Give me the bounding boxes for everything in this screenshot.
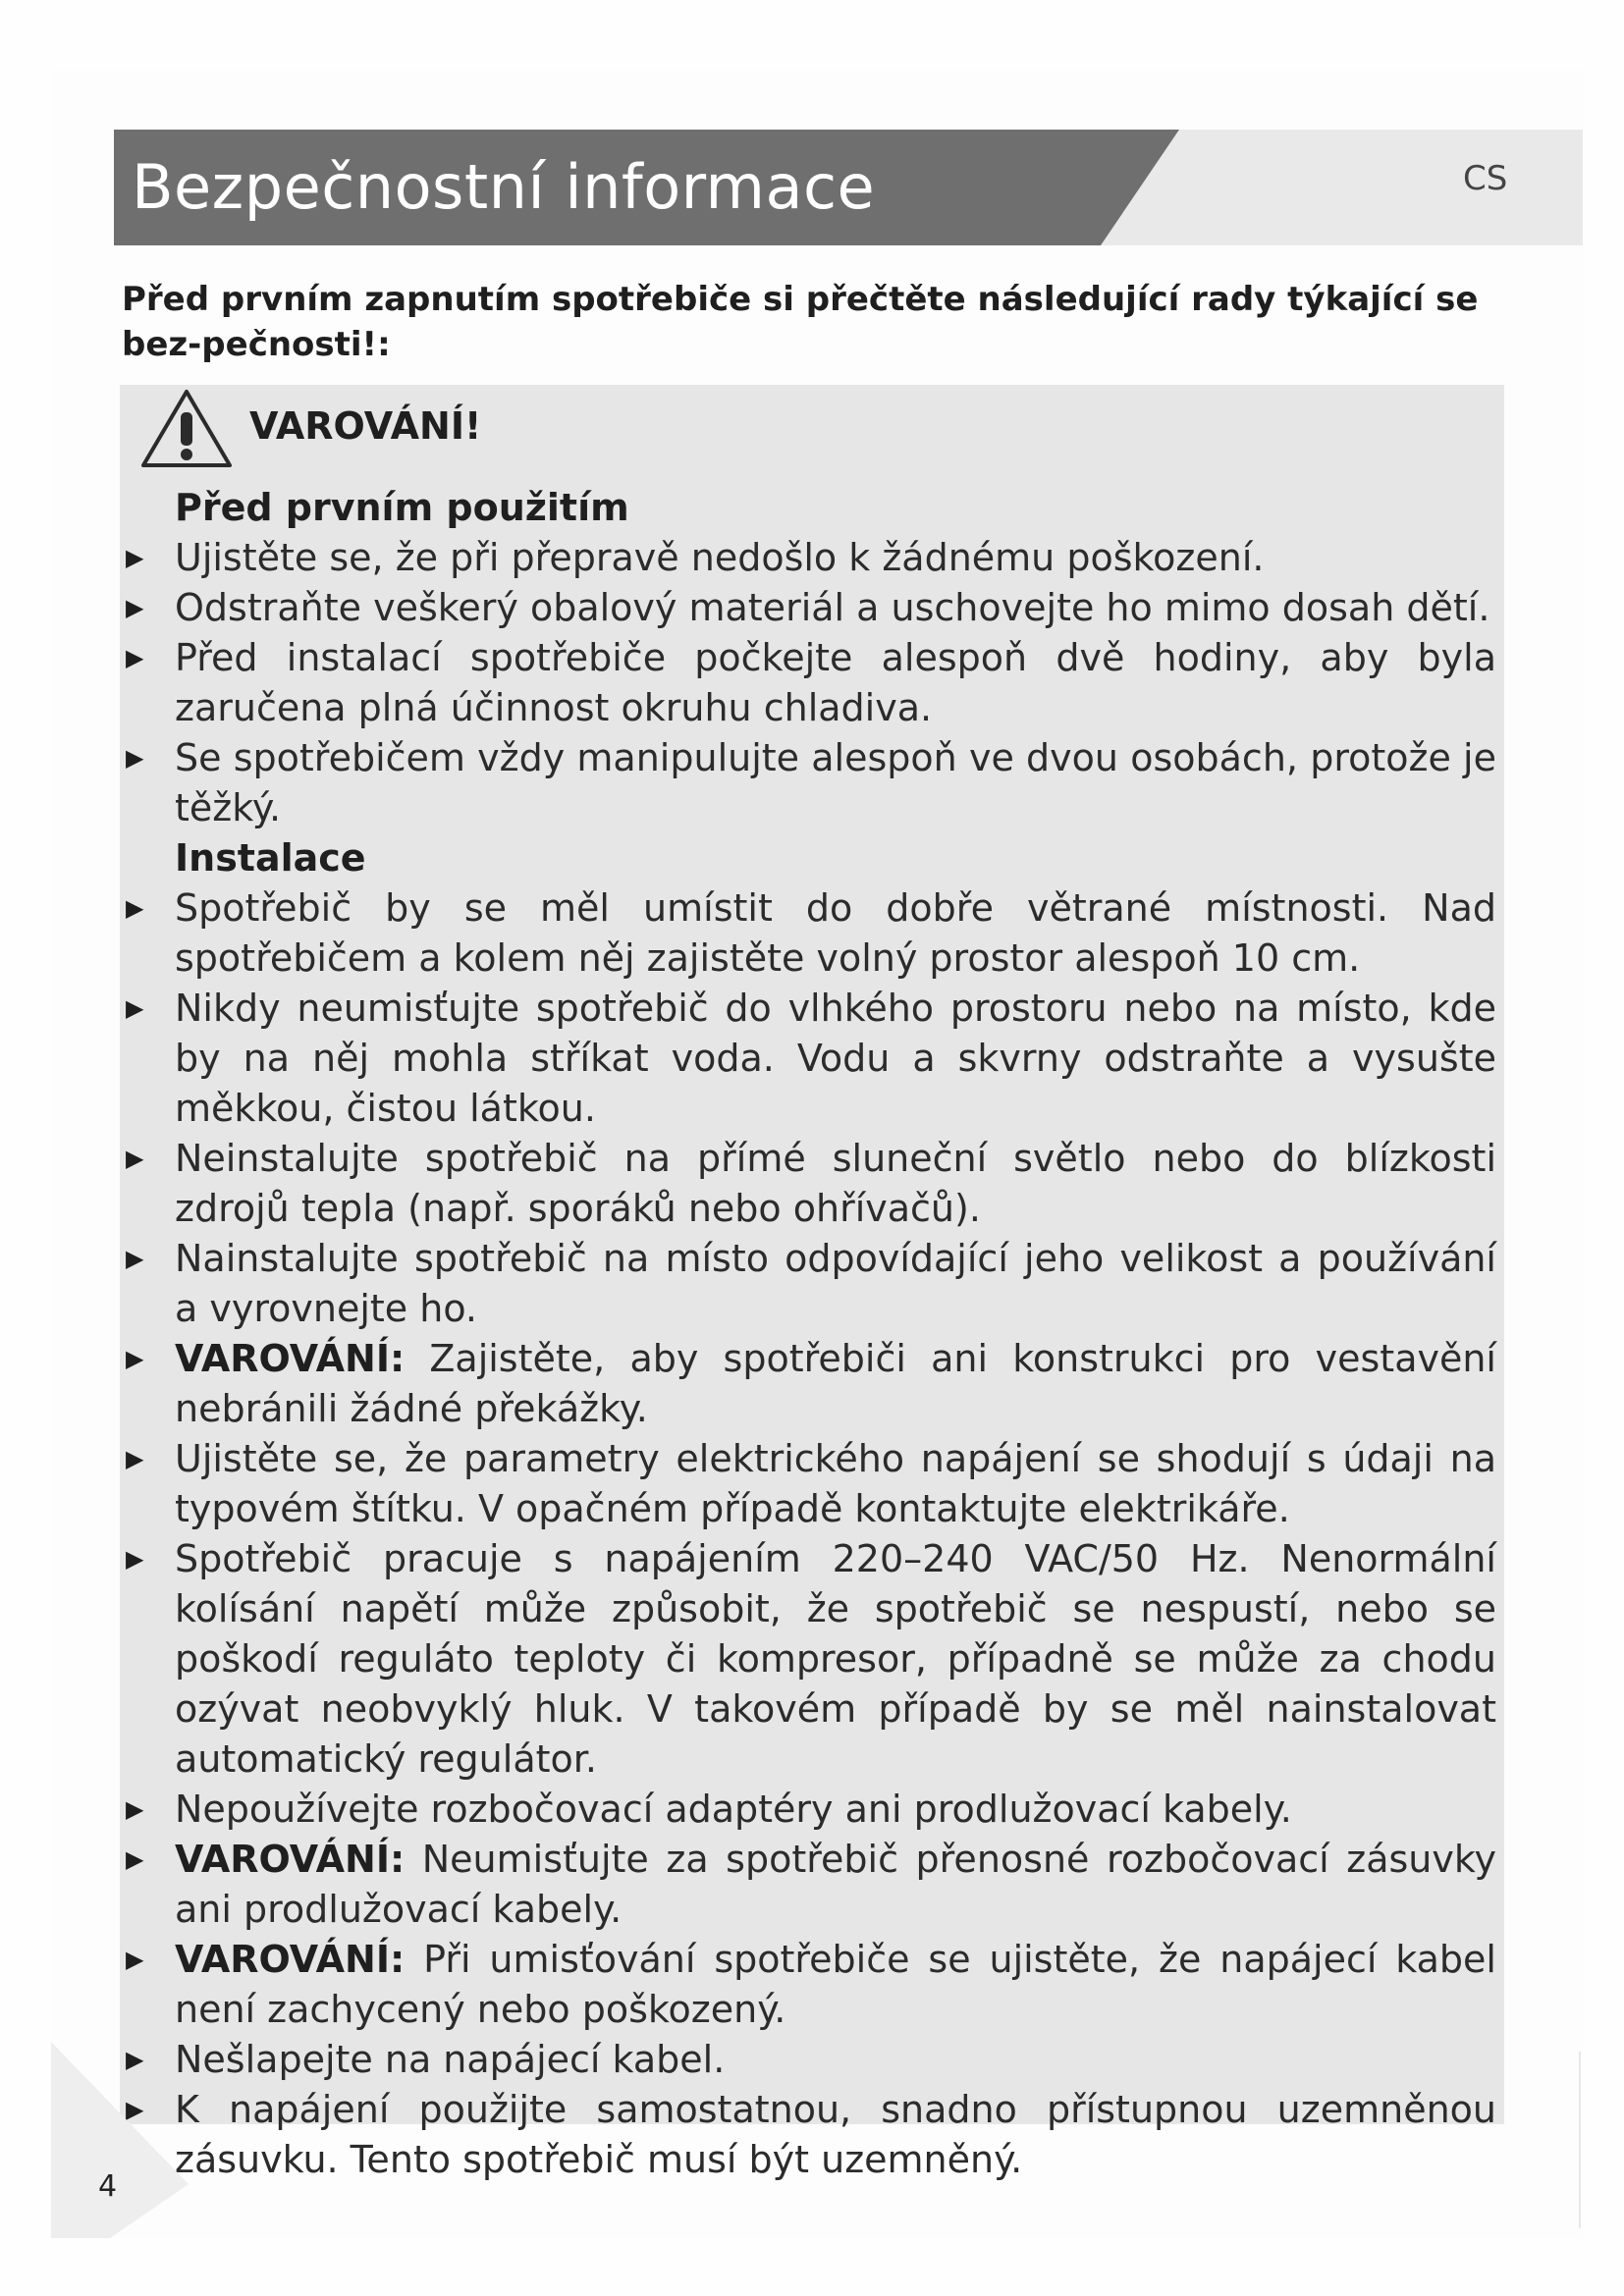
- bullet-arrow-icon: ▶: [126, 1445, 144, 1472]
- item-text: Neinstalujte spotřebič na přímé sluneční světlo nebo do blízkosti zdrojů tepla (např. sporáků nebo ohřívačů).: [175, 1137, 1496, 1230]
- warning-title: VAROVÁNÍ!: [249, 404, 482, 448]
- item-text: Nainstalujte spotřebič na místo odpovídající jeho velikost a používání a vyrovnejte ho.: [175, 1237, 1496, 1330]
- item-text: Nikdy neumisťujte spotřebič do vlhkého prostoru nebo na místo, kde by na něj mohla stříkat voda. Vodu a skvrny odstraňte a vysušte měkkou, čistou látkou.: [175, 987, 1496, 1130]
- item-text: Při umisťování spotřebiče se ujistěte, že napájecí kabel není zachycený nebo poškozený.: [175, 1938, 1496, 2031]
- item-text: Spotřebič by se měl umístit do dobře větrané místnosti. Nad spotřebičem a kolem něj zajistěte volný prostor alespoň 10 cm.: [175, 886, 1496, 980]
- list-item: [122, 1534, 1496, 1785]
- bullet-arrow-icon: ▶: [126, 1345, 144, 1372]
- list-item: [122, 2035, 1496, 2085]
- warning-label: VAROVÁNÍ:: [175, 1938, 406, 1981]
- bullet-arrow-icon: ▶: [126, 1845, 144, 1873]
- page-title: Bezpečnostní informace: [132, 151, 876, 223]
- list-item: [122, 1785, 1496, 1835]
- safety-content: [122, 483, 1496, 2185]
- bullet-arrow-icon: ▶: [126, 744, 144, 772]
- bullet-arrow-icon: ▶: [126, 594, 144, 621]
- bullet-arrow-icon: ▶: [126, 2046, 144, 2073]
- warning-label: VAROVÁNÍ:: [175, 1838, 406, 1881]
- bullet-arrow-icon: ▶: [126, 1145, 144, 1172]
- bullet-arrow-icon: ▶: [126, 544, 144, 571]
- list-item: [122, 2085, 1496, 2185]
- list-item: [122, 1935, 1496, 2035]
- section-heading: Instalace: [175, 836, 366, 880]
- item-text: Odstraňte veškerý obalový materiál a uschovejte ho mimo dosah dětí.: [175, 586, 1490, 629]
- intro-text: Před prvním zapnutím spotřebiče si přečtěte následující rady týkající se bez-pečnosti!:: [122, 280, 1479, 364]
- page-number: 4: [98, 2169, 118, 2204]
- list-item: [122, 883, 1496, 984]
- item-text: Zajistěte, aby spotřebiči ani konstrukci pro vestavění nebránili žádné překážky.: [175, 1337, 1496, 1430]
- list-item: [122, 1234, 1496, 1334]
- item-text: Nešlapejte na napájecí kabel.: [175, 2038, 726, 2081]
- bullet-arrow-icon: ▶: [126, 994, 144, 1022]
- item-text: Ujistěte se, že při přepravě nedošlo k žádnému poškození.: [175, 536, 1265, 579]
- bullet-arrow-icon: ▶: [126, 644, 144, 671]
- item-text: Spotřebič pracuje s napájením 220–240 VAC/50 Hz. Nenormální kolísání napětí může způsobit, že spotřebič se nespustí, nebo se poškodí reguláto teploty či kompresor, případně se může za chodu ozývat neobvyklý hluk. V takovém případě by se měl nainstalovat automatický regulátor.: [175, 1537, 1496, 1781]
- item-text: Neumisťujte za spotřebič přenosné rozbočovací zásuvky ani prodlužovací kabely.: [175, 1838, 1496, 1931]
- page-corner-triangle: [51, 2042, 198, 2242]
- item-text: Se spotřebičem vždy manipulujte alespoň ve dvou osobách, protože je těžký.: [175, 736, 1496, 829]
- list-item: [122, 984, 1496, 1134]
- list-item: [122, 533, 1496, 583]
- list-item: [122, 1835, 1496, 1935]
- list-item: [122, 583, 1496, 633]
- item-text: K napájení použijte samostatnou, snadno přístupnou uzemněnou zásuvku. Tento spotřebič musí být uzemněný.: [175, 2088, 1496, 2181]
- bullet-arrow-icon: ▶: [126, 894, 144, 922]
- bullet-arrow-icon: ▶: [126, 1946, 144, 1973]
- warning-label: VAROVÁNÍ:: [175, 1337, 406, 1380]
- language-code: CS: [1463, 159, 1508, 198]
- bullet-arrow-icon: ▶: [126, 1245, 144, 1272]
- list-item: [122, 1334, 1496, 1434]
- bullet-arrow-icon: ▶: [126, 1545, 144, 1573]
- item-text: Ujistěte se, že parametry elektrického napájení se shodují s údaji na typovém štítku. V opačném případě kontaktujte elektrikáře.: [175, 1437, 1496, 1530]
- list-item: [122, 1434, 1496, 1534]
- list-item: [122, 733, 1496, 833]
- section-heading: Před prvním použitím: [175, 486, 629, 529]
- edge-line: [1579, 2052, 1581, 2228]
- bullet-arrow-icon: ▶: [126, 1795, 144, 1823]
- bullet-arrow-icon: ▶: [126, 2096, 144, 2123]
- warning-triangle-icon: [139, 387, 234, 475]
- list-item: [122, 633, 1496, 733]
- list-item: [122, 1134, 1496, 1234]
- item-text: Před instalací spotřebiče počkejte alespoň dvě hodiny, aby byla zaručena plná účinnost okruhu chladiva.: [175, 636, 1496, 729]
- item-text: Nepoužívejte rozbočovací adaptéry ani prodlužovací kabely.: [175, 1788, 1292, 1831]
